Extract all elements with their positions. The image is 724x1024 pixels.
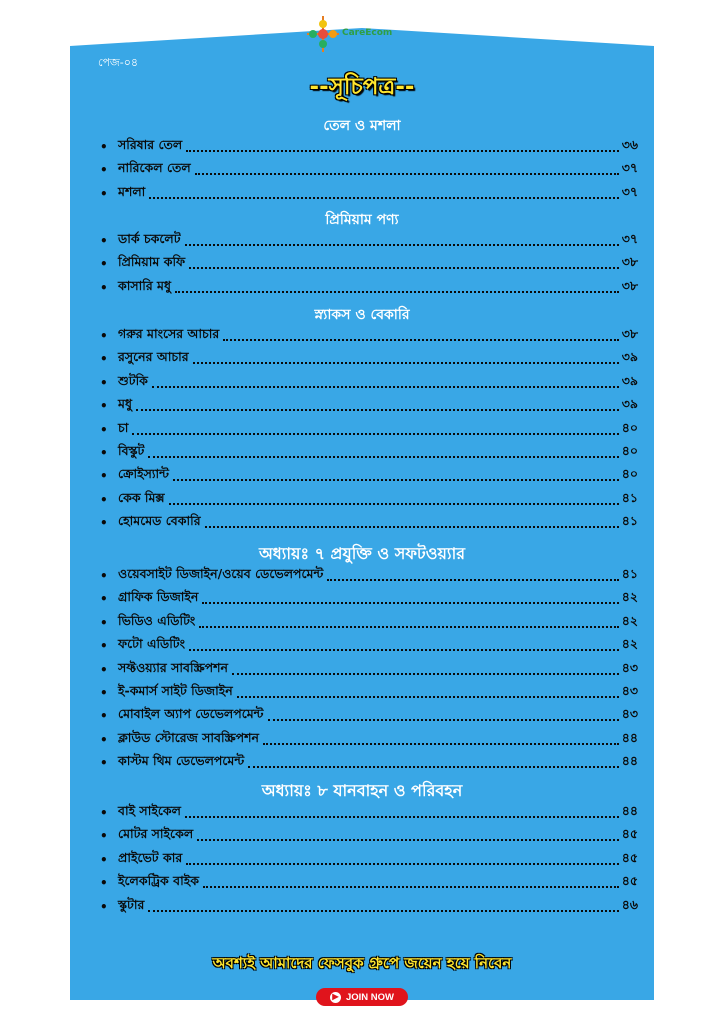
bullet-icon: •	[100, 399, 108, 414]
dot-leader	[149, 195, 618, 199]
toc-entry-page: ৪৪	[621, 753, 638, 769]
dot-leader	[193, 360, 619, 364]
toc-entry-page: ৪৪	[621, 729, 638, 745]
bullet-icon: •	[100, 852, 108, 867]
bullet-icon: •	[100, 375, 108, 390]
bullet-icon: •	[100, 899, 108, 914]
toc-entry	[100, 419, 638, 441]
toc-entry	[100, 489, 638, 511]
bullet-icon: •	[100, 516, 108, 531]
toc-entry-page: ৩৭	[621, 231, 638, 246]
dot-leader	[169, 501, 619, 505]
dot-leader	[248, 764, 619, 768]
toc-entry-label: গরুর মাংসের আচার	[118, 326, 220, 341]
toc-entry-page: ৪৫	[621, 873, 638, 889]
toc-entry-label: ভিডিও এডিটিং	[118, 612, 196, 628]
brand-logo	[306, 14, 416, 58]
dot-leader	[148, 908, 618, 912]
toc-entry-page: ৩৯	[621, 396, 638, 412]
toc-entry	[100, 325, 638, 347]
toc-entry-label: মশলা	[118, 183, 146, 199]
toc-entry	[100, 277, 638, 299]
toc-entry-label: শুটকি	[118, 372, 148, 388]
bullet-icon: •	[100, 569, 108, 583]
toc-entry-label: ইলেকট্রিক বাইক	[118, 873, 199, 889]
toc-entry-label: ক্লাউড স্টোরেজ সাবস্ক্রিপশন	[118, 729, 260, 745]
bullet-icon: •	[100, 186, 108, 201]
toc-entry-label: কাস্টম থিম ডেভেলপমেন্ট	[118, 753, 245, 769]
section-heading: তেল ও মশলা	[323, 118, 401, 134]
bullet-icon: •	[100, 446, 108, 460]
toc-entry-label: ই-কমার্স সাইট ডিজাইন	[118, 683, 233, 698]
toc-entry-label: স্কুটার	[118, 896, 145, 912]
bullet-icon: •	[100, 469, 108, 484]
dot-leader	[186, 861, 619, 865]
bullet-icon: •	[100, 592, 108, 607]
toc-entry	[100, 729, 638, 751]
toc-entry	[100, 825, 638, 847]
facebook-group-note: অবশ্যই আমাদের ফেসবুক গ্রুপে জয়েন হয়ে নিবেন	[212, 954, 512, 972]
dot-leader	[185, 814, 619, 818]
dot-leader	[223, 337, 618, 341]
section-heading: প্রিমিয়াম পণ্য	[325, 212, 399, 228]
toc-entry-label: মোটর সাইকেল	[118, 826, 194, 842]
dot-leader	[199, 624, 618, 628]
bullet-icon: •	[100, 163, 108, 178]
toc-entry-label: সরিষার তেল	[118, 137, 183, 152]
toc-entry-page: ৪২	[621, 612, 638, 628]
toc-entry-label: মধু	[118, 396, 132, 412]
toc-entry-page: ৩৯	[621, 372, 638, 388]
bullet-icon: •	[100, 234, 108, 248]
dot-leader	[195, 171, 619, 175]
toc-entry	[100, 849, 638, 871]
dot-leader	[175, 289, 619, 293]
bullet-icon: •	[100, 422, 108, 437]
toc-entry	[100, 752, 638, 774]
toc-entry	[100, 465, 638, 487]
toc-entry	[100, 612, 638, 634]
toc-entry	[100, 635, 638, 657]
toc-entry	[100, 705, 638, 727]
dot-leader	[327, 577, 618, 581]
toc-entry-page: ৩৮	[621, 277, 638, 293]
join-now-button[interactable]	[316, 988, 408, 1006]
toc-entry-page: ৪৩	[621, 706, 638, 722]
toc-entry	[100, 372, 638, 394]
bullet-icon: •	[100, 492, 108, 507]
section-heading: অধ্যায়ঃ ৮ যানবাহন ও পরিবহন	[261, 781, 463, 800]
toc-entry-page: ৩৮	[621, 326, 638, 341]
toc-entry	[100, 565, 638, 587]
toc-entry-label: ফটো এডিটিং	[118, 636, 185, 652]
toc-entry-page: ৪০	[621, 443, 638, 458]
toc-entry	[100, 348, 638, 370]
dot-leader	[186, 148, 619, 152]
section-heading: অধ্যায়ঃ ৭ প্রযুক্তি ও সফটওয়্যার	[258, 544, 466, 563]
bullet-icon: •	[100, 329, 108, 343]
dot-leader	[197, 837, 619, 841]
bullet-icon: •	[100, 732, 108, 747]
dot-leader	[152, 384, 619, 388]
join-now-label: JOIN NOW	[345, 991, 395, 1003]
toc-entry-page: ৪৫	[621, 826, 638, 842]
toc-entry-label: গ্রাফিক ডিজাইন	[118, 589, 199, 605]
bullet-icon: •	[100, 639, 108, 654]
dot-leader	[185, 242, 619, 246]
toc-entry-label: কাসারি মধু	[118, 277, 172, 293]
dot-leader	[232, 671, 619, 675]
dot-leader	[189, 647, 619, 651]
toc-entry-label: চা	[118, 419, 129, 435]
play-icon: ▶	[330, 992, 341, 1003]
dot-leader	[136, 407, 619, 411]
bullet-icon: •	[100, 662, 108, 677]
dot-leader	[132, 431, 618, 435]
toc-entry-page: ৪০	[621, 419, 638, 435]
toc-entry	[100, 512, 638, 534]
toc-entry-label: বাই সাইকেল	[118, 803, 181, 818]
bullet-icon: •	[100, 756, 108, 771]
toc-entry-label: কেক মিক্স	[118, 489, 165, 505]
toc-entry	[100, 230, 638, 252]
dot-leader	[237, 694, 619, 698]
toc-entry-label: ওয়েবসাইট ডিজাইন/ওয়েব ডেভেলপমেন্ট	[118, 566, 324, 581]
toc-entry-label: বিস্কুট	[118, 443, 145, 458]
toc-entry	[100, 136, 638, 158]
toc-entry-page: ৩৯	[621, 349, 638, 365]
bullet-icon: •	[100, 352, 108, 367]
toc-entry	[100, 183, 638, 205]
toc-entry	[100, 682, 638, 704]
toc-entry	[100, 802, 638, 824]
bullet-icon: •	[100, 140, 108, 154]
toc-entry-page: ৪১	[621, 489, 638, 505]
bullet-icon: •	[100, 280, 108, 295]
dot-leader	[205, 524, 619, 528]
toc-entry-page: ৪২	[621, 589, 638, 605]
toc-entry-page: ৪৪	[621, 803, 638, 818]
toc-entry-page: ৪১	[621, 513, 638, 529]
brand-logo-icon	[306, 14, 340, 54]
toc-entry-label: প্রাইভেট কার	[118, 849, 183, 865]
dot-leader	[173, 477, 619, 481]
toc-entry	[100, 253, 638, 275]
bullet-icon: •	[100, 615, 108, 630]
toc-entry	[100, 395, 638, 417]
dot-leader	[148, 454, 618, 458]
toc-entry-label: হোমমেড বেকারি	[118, 513, 201, 529]
toc-entry-page: ৪৩	[621, 683, 638, 698]
brand-name: CareEcom	[342, 28, 393, 38]
page-title: --সূচিপত্র--	[309, 74, 415, 100]
toc-entry	[100, 159, 638, 181]
page-number-label: পেজ-০৪	[98, 56, 139, 69]
dot-leader	[268, 717, 619, 721]
bullet-icon: •	[100, 257, 108, 272]
toc-entry-label: ক্রোইস্যান্ট	[118, 466, 169, 482]
toc-entry-page: ৪০	[621, 466, 638, 482]
bullet-icon: •	[100, 709, 108, 724]
toc-entry	[100, 659, 638, 681]
bullet-icon: •	[100, 806, 108, 820]
toc-entry-page: ৩৬	[621, 137, 638, 152]
toc-entry-page: ৪৫	[621, 849, 638, 865]
toc-entry-page: ৪২	[621, 636, 638, 652]
toc-entry-page: ৪১	[621, 566, 638, 581]
dot-leader	[203, 884, 619, 888]
dot-leader	[189, 265, 619, 269]
toc-entry	[100, 872, 638, 894]
toc-entry-label: প্রিমিয়াম কফি	[118, 254, 186, 270]
toc-entry-page: ৪৩	[621, 659, 638, 675]
toc-entry-label: ডার্ক চকলেট	[118, 231, 181, 246]
toc-entry-label: নারিকেল তেল	[118, 160, 191, 176]
toc-entry	[100, 588, 638, 610]
toc-entry-page: ৩৭	[621, 160, 638, 176]
toc-entry-page: ৪৬	[621, 896, 638, 912]
dot-leader	[263, 741, 619, 745]
section-heading: স্ন্যাকস ও বেকারি	[314, 307, 410, 323]
toc-entry-label: সফ্টওয়্যার সাবস্ক্রিপশন	[118, 659, 228, 675]
toc-entry-page: ৩৮	[621, 254, 638, 270]
dot-leader	[202, 600, 618, 604]
toc-entry	[100, 442, 638, 464]
toc-entry-label: রসুনের আচার	[118, 349, 189, 365]
bullet-icon: •	[100, 686, 108, 700]
toc-entry-label: মোবাইল অ্যাপ ডেভেলপমেন্ট	[118, 706, 264, 722]
toc-entry-page: ৩৭	[621, 183, 638, 199]
bullet-icon: •	[100, 829, 108, 844]
toc-entry	[100, 896, 638, 918]
bullet-icon: •	[100, 876, 108, 891]
